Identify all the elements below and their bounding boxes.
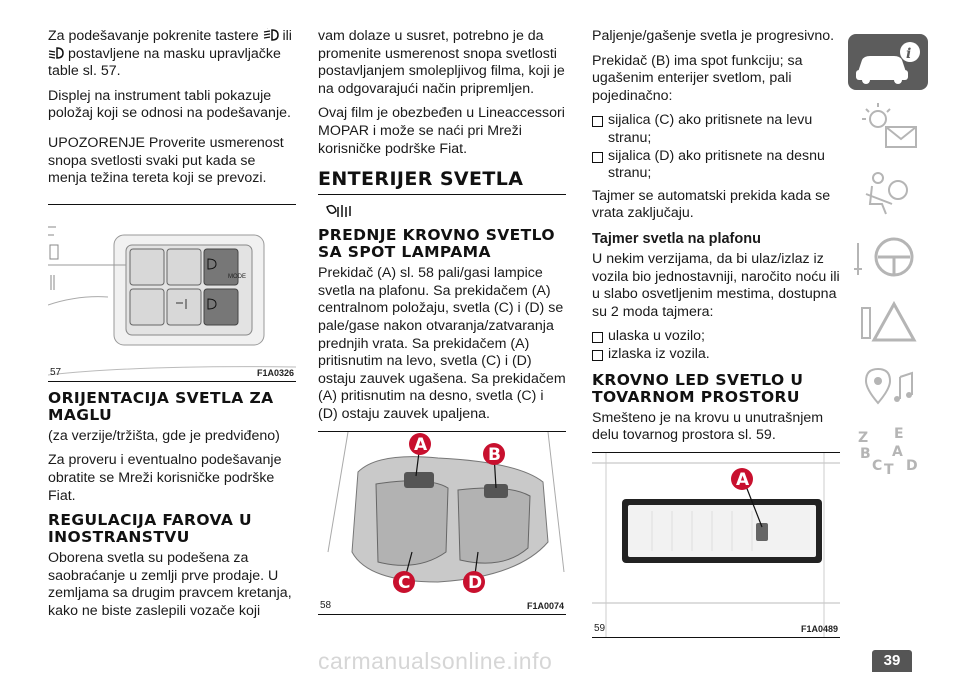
- steering-wheel-icon: [848, 229, 928, 285]
- list-item: ulaska u vozilo;: [592, 328, 840, 346]
- cargo-led-illustration: [592, 453, 840, 637]
- svg-text:D: D: [906, 458, 918, 474]
- column-2: [318, 28, 566, 623]
- timer-lock-paragraph: Tajmer se automatski prekida kada se vrata zaključaju.: [592, 187, 831, 222]
- dashboard-buttons-illustration: [48, 205, 296, 381]
- headlight-up-icon: [263, 28, 279, 42]
- watermark: carmanualsonline.info: [318, 648, 553, 674]
- timer-list: [592, 328, 840, 363]
- adjust-text-a: Za podešavanje pokrenite tastere: [48, 28, 259, 44]
- figure-58: [318, 431, 566, 615]
- figure-code: F1A0326: [256, 367, 294, 378]
- abroad-paragraph: Oborena svetla su podešena za saobraćanje u zemlji prve prodaje. U zemljama sa drugim pravcem kretanja, kako ne biste zaslepili vozače koji: [48, 550, 292, 619]
- tab-airbag[interactable]: [848, 164, 928, 220]
- multimedia-icon: [848, 359, 928, 415]
- column-1: [48, 28, 296, 628]
- interior-lights-heading: ENTERIJER SVETLA: [318, 168, 524, 191]
- tab-emergency[interactable]: [848, 294, 928, 350]
- figure-59: [592, 452, 840, 638]
- display-paragraph: Displej na instrument tabli pokazuje položaj koji se odnosi na podešavanje.: [48, 87, 291, 122]
- front-roof-paragraph: Prekidač (A) sl. 58 pali/gasi lampice svetla na plafonu. Sa prekidačem (A) centralnom položaju, svetla (C) i (D) se pale/gase nakon otvaranja/zatvaranja prednjih vrata. Sa prekidačem (A) pritisnutim na levo, svetla (C) i (D) ostaju zauvek ugašena. Sa prekidačem (A) pritisnutim na desno, svetla (C) i (D) ostaju zauvek upaljena.: [318, 265, 566, 422]
- fog-light-heading: ORIJENTACIJA SVETLA ZA MAGLU: [48, 388, 274, 424]
- svg-text:C: C: [872, 458, 883, 474]
- warning-lights-icon: [848, 99, 928, 155]
- warning-triangle-icon: [848, 294, 928, 350]
- index-icon: [848, 424, 928, 480]
- mopar-paragraph: Ovaj film je obezbeđen u Lineaccessori MOPAR i može se naći pri Mreži korisničke podrške Fiat.: [318, 105, 565, 157]
- label-a: A: [414, 434, 428, 455]
- cargo-paragraph: Smešteno je na krovu u unutrašnjem delu tovarnog prostora sl. 59.: [592, 409, 824, 444]
- roof-light-illustration: [318, 432, 566, 614]
- label-c: C: [398, 572, 411, 593]
- svg-text:E: E: [894, 426, 904, 442]
- list-item: izlaska iz vozila.: [592, 346, 840, 364]
- label-b: B: [488, 444, 501, 465]
- label-a: A: [736, 469, 750, 490]
- film-paragraph: vam dolaze u susret, potrebno je da promenite usmerenost snopa svetlosti postavljanjem smolepljivog filma, koji je na odgovarajući način pripremljen.: [318, 28, 565, 97]
- svg-text:Z: Z: [858, 430, 869, 446]
- cargo-light-heading: KROVNO LED SVETLO U TOVARNOM PROSTORU: [592, 370, 804, 406]
- front-roof-light-heading: PREDNJE KROVNO SVETLO SA SPOT LAMPAMA: [318, 226, 555, 262]
- chapter-sidebar: [848, 34, 928, 489]
- timer-heading: Tajmer svetla na plafonu: [592, 230, 761, 247]
- figure-code: F1A0074: [526, 600, 564, 611]
- list-item: sijalica (D) ako pritisnete na desnu stranu;: [592, 148, 840, 183]
- timer-paragraph: U nekim verzijama, da bi ulaz/izlaz iz vozila bio jednostavniji, naročito noću ili u slabo osvetljenim mestima, dostupna su 2 moda tajmera:: [592, 250, 840, 320]
- warning-paragraph: UPOZORENJE Proverite usmerenost snopa svetlosti svaki put kada se menja težina tereta koji se prevozi.: [48, 134, 284, 187]
- headlight-down-icon: [48, 46, 64, 60]
- tab-multimedia[interactable]: [848, 359, 928, 415]
- column-3: [592, 28, 840, 646]
- mode-label: MODE: [228, 273, 246, 280]
- heading-rule: [318, 194, 566, 195]
- tab-car-info[interactable]: [848, 34, 928, 90]
- adjust-text-c: postavljene na masku upravljačke table sl. 57.: [48, 45, 281, 80]
- fog-paragraph: Za proveru i eventualno podešavanje obratite se Mreži korisničke podrške Fiat.: [48, 452, 282, 504]
- fog-note: (za verzije/tržišta, gde je predviđeno): [48, 427, 280, 444]
- tab-steering[interactable]: [848, 229, 928, 285]
- adjust-paragraph: [48, 28, 296, 81]
- interior-light-icon: [324, 201, 354, 221]
- tab-warning-lights[interactable]: [848, 99, 928, 155]
- figure-number: 57: [50, 366, 62, 378]
- svg-text:B: B: [860, 446, 871, 462]
- airbag-icon: [848, 164, 928, 220]
- progressive-paragraph: Paljenje/gašenje svetla je progresivno.: [592, 28, 835, 44]
- car-info-icon: [848, 34, 928, 90]
- bullet-box-icon: [592, 152, 603, 163]
- list-item: sijalica (C) ako pritisnete na levu stranu;: [592, 112, 840, 147]
- adjust-text-b: ili: [282, 28, 292, 44]
- figure-number: 58: [320, 599, 332, 611]
- figure-number: 59: [594, 622, 606, 634]
- tab-index[interactable]: [848, 424, 928, 480]
- svg-text:A: A: [892, 444, 903, 460]
- bullet-box-icon: [592, 350, 603, 361]
- bullet-box-icon: [592, 332, 603, 343]
- label-d: D: [468, 572, 483, 593]
- svg-text:T: T: [884, 462, 894, 478]
- figure-code: F1A0489: [800, 623, 838, 634]
- spot-list: [592, 112, 840, 182]
- figure-57: [48, 204, 296, 382]
- page-number: 39: [872, 650, 912, 672]
- svg-text:i: i: [906, 46, 912, 62]
- spot-paragraph: Prekidač (B) ima spot funkciju; sa ugašenim enterijer svetlom, pali pojedinačno:: [592, 52, 803, 104]
- bullet-box-icon: [592, 116, 603, 127]
- abroad-heading: REGULACIJA FAROVA U INOSTRANSTVU: [48, 511, 253, 547]
